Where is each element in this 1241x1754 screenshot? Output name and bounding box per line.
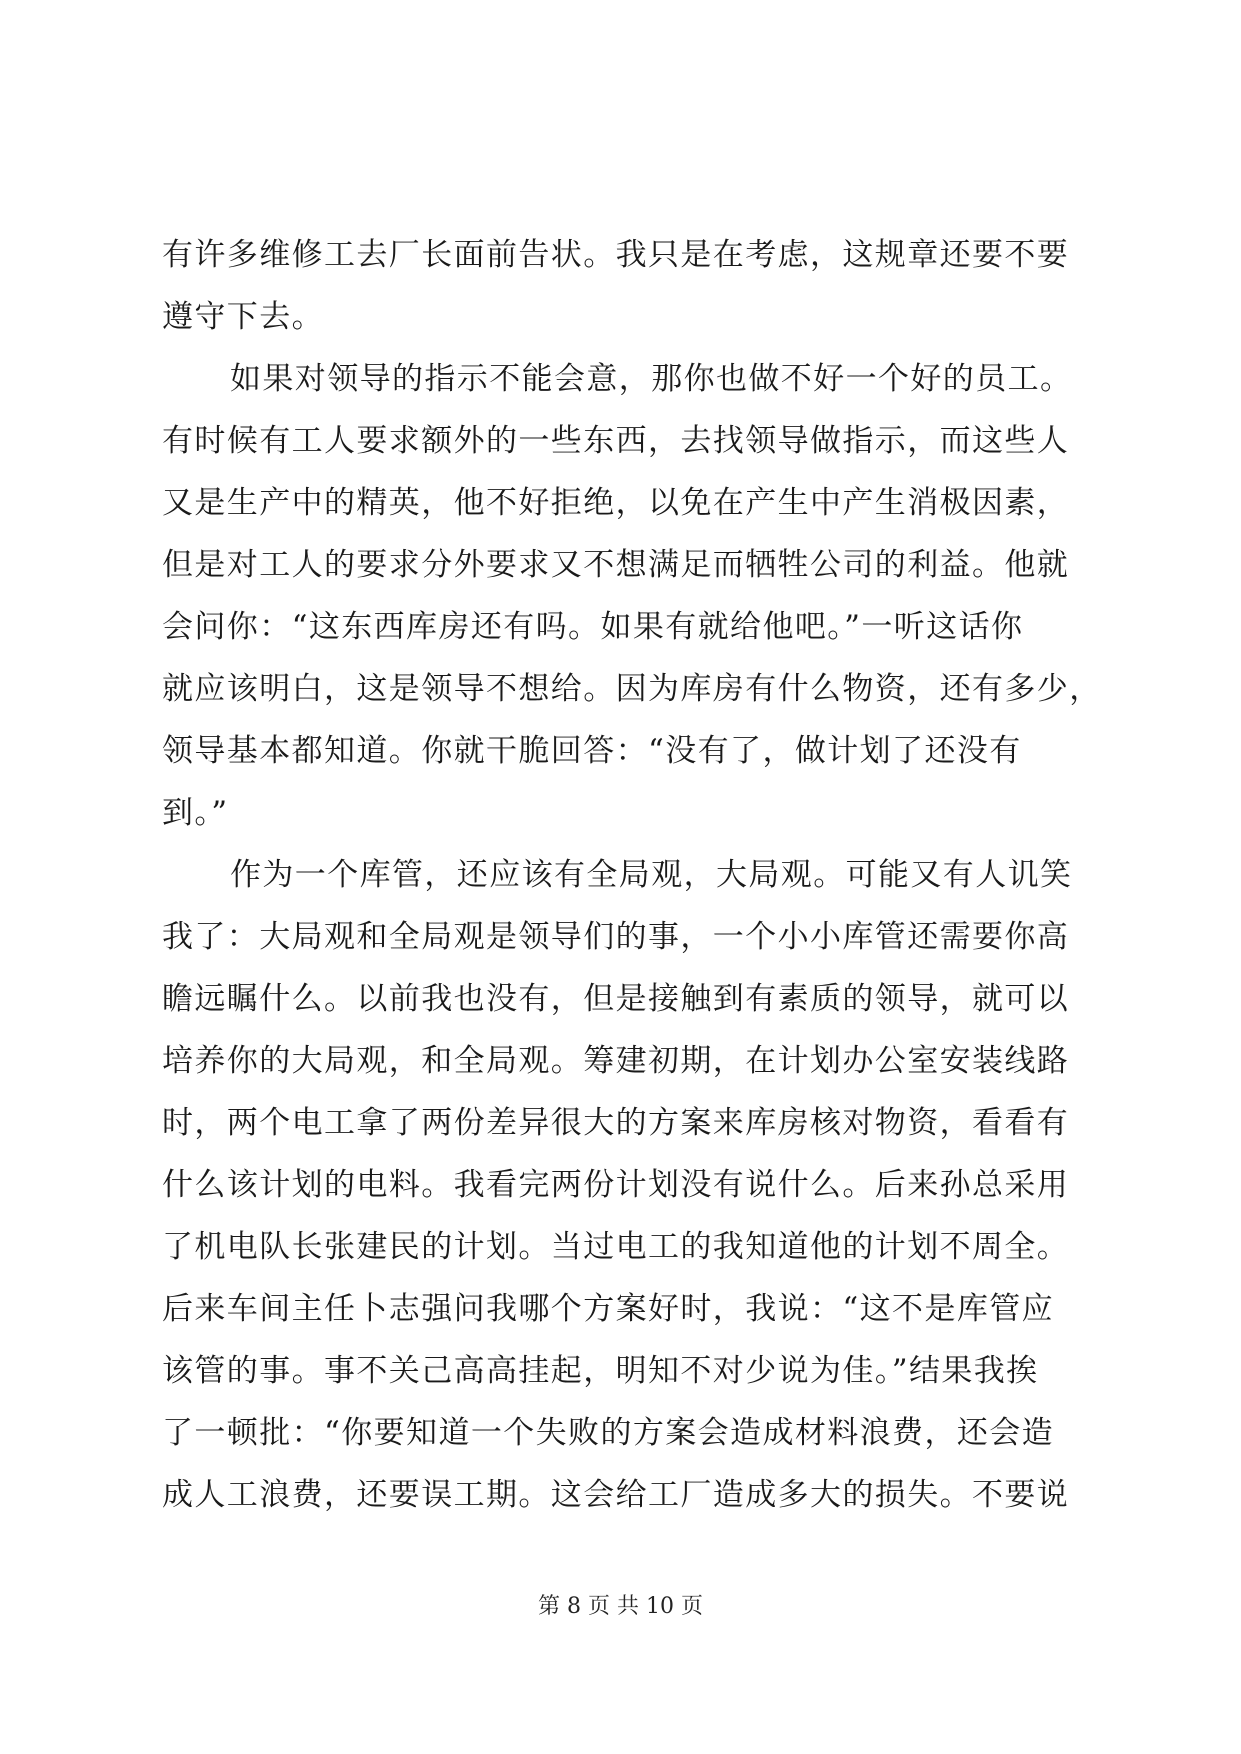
document-body xyxy=(162,224,1102,1526)
text-line: 但是对工人的要求分外要求又不想满足而牺牲公司的利益。他就 xyxy=(162,547,1070,583)
text-line: 什么该计划的电料。我看完两份计划没有说什么。后来孙总采用 xyxy=(162,1167,1070,1203)
text-line: 如果对领导的指示不能会意，那你也做不好一个好的员工。 xyxy=(230,361,1073,397)
text-line: 遵守下去。 xyxy=(162,299,324,335)
text-line: 该管的事。事不关己高高挂起，明知不对少说为佳。”结果我挨 xyxy=(162,1353,1039,1389)
text-line: 瞻远瞩什么。以前我也没有，但是接触到有素质的领导，就可以 xyxy=(162,981,1070,1017)
text-line: 培养你的大局观，和全局观。筹建初期，在计划办公室安装线路 xyxy=(162,1043,1070,1079)
page-number-footer: 第 8 页 共 10 页 xyxy=(538,1594,703,1619)
text-line: 了一顿批：“你要知道一个失败的方案会造成材料浪费，还会造 xyxy=(162,1415,1055,1451)
text-line: 又是生产中的精英，他不好拒绝，以免在产生中产生消极因素， xyxy=(162,485,1070,521)
text-line: 了机电队长张建民的计划。当过电工的我知道他的计划不周全。 xyxy=(162,1229,1070,1265)
text-line: 领导基本都知道。你就干脆回答：“没有了，做计划了还没有 xyxy=(162,733,1022,769)
text-line: 时，两个电工拿了两份差异很大的方案来库房核对物资，看看有 xyxy=(162,1105,1070,1141)
text-line: 有许多维修工去厂长面前告状。我只是在考虑，这规章还要不要 xyxy=(162,237,1070,273)
text-line: 到。” xyxy=(162,795,229,831)
text-line: 作为一个库管，还应该有全局观，大局观。可能又有人讥笑 xyxy=(230,857,1073,893)
text-line: 有时候有工人要求额外的一些东西，去找领导做指示，而这些人 xyxy=(162,423,1070,459)
text-line: 我了：大局观和全局观是领导们的事，一个小小库管还需要你高 xyxy=(162,919,1070,955)
text-line: 成人工浪费，还要误工期。这会给工厂造成多大的损失。不要说 xyxy=(162,1477,1070,1513)
text-line: 就应该明白，这是领导不想给。因为库房有什么物资，还有多少， xyxy=(162,671,1102,707)
text-line: 会问你：“这东西库房还有吗。如果有就给他吧。”一听这话你 xyxy=(162,609,1024,645)
text-line: 后来车间主任卜志强问我哪个方案好时，我说：“这不是库管应 xyxy=(162,1291,1055,1327)
